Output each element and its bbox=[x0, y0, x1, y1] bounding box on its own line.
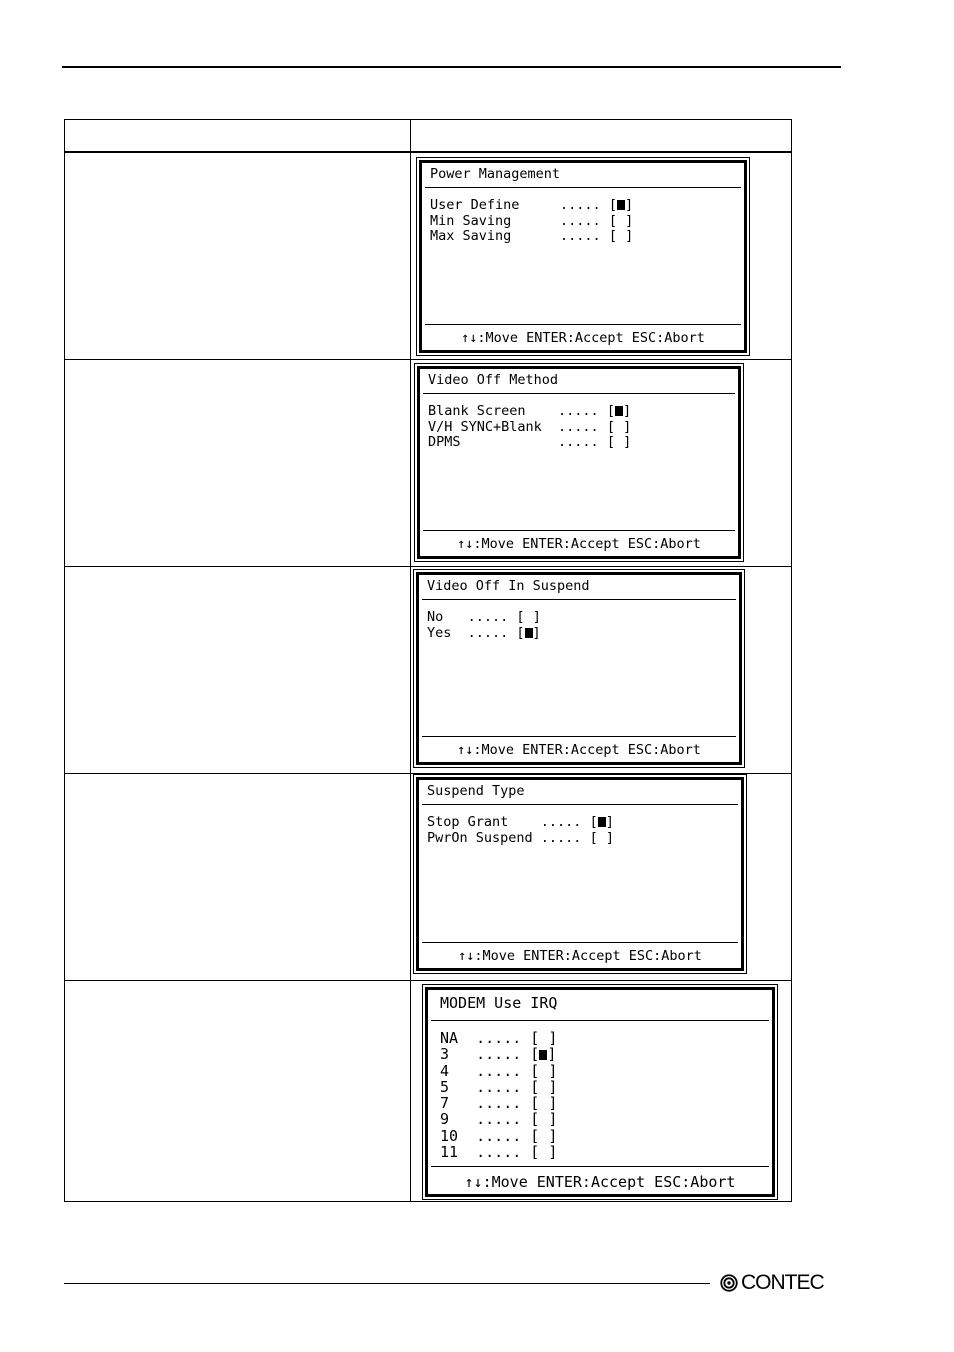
option-item[interactable] bbox=[440, 1128, 557, 1144]
leader-dots: ..... bbox=[476, 1143, 531, 1162]
checkbox-unchecked[interactable]: [ ] bbox=[530, 1029, 558, 1047]
option-list bbox=[430, 198, 633, 245]
option-label: PwrOn Suspend bbox=[427, 829, 533, 846]
checkbox-checked[interactable]: [ ] bbox=[608, 197, 634, 213]
option-label: 5 bbox=[440, 1077, 450, 1096]
option-label: NA bbox=[440, 1029, 459, 1047]
option-list bbox=[427, 610, 541, 641]
checkbox-unchecked[interactable]: [ ] bbox=[530, 1094, 558, 1113]
option-item[interactable] bbox=[440, 1144, 557, 1160]
checkbox-checked[interactable]: [ ] bbox=[606, 403, 632, 419]
option-item[interactable] bbox=[428, 435, 631, 451]
option-label: V/H SYNC+Blank bbox=[428, 418, 542, 435]
settings-table bbox=[64, 119, 792, 1202]
selected-mark-icon bbox=[598, 817, 606, 827]
title-divider bbox=[423, 393, 735, 394]
option-list bbox=[440, 1030, 557, 1160]
contec-mark-icon bbox=[720, 1274, 738, 1292]
option-label: 7 bbox=[440, 1094, 450, 1113]
option-item[interactable] bbox=[427, 610, 541, 626]
title-divider bbox=[431, 1020, 769, 1021]
title-divider bbox=[422, 599, 736, 600]
option-label: DPMS bbox=[428, 434, 461, 450]
leader-dots: ..... bbox=[476, 1077, 531, 1096]
checkbox-unchecked[interactable]: [ ] bbox=[589, 829, 614, 846]
option-label: User Define bbox=[430, 197, 520, 213]
screen-cell bbox=[411, 567, 792, 774]
option-item[interactable] bbox=[427, 626, 541, 642]
table-row bbox=[65, 774, 792, 981]
leader-dots: ..... bbox=[467, 624, 517, 641]
option-label: Yes bbox=[427, 624, 452, 641]
panel-title: Power Management bbox=[430, 166, 561, 182]
checkbox-checked[interactable]: [ ] bbox=[516, 624, 541, 641]
option-item[interactable] bbox=[430, 214, 633, 230]
option-item[interactable] bbox=[440, 1063, 557, 1079]
table-row bbox=[65, 981, 792, 1202]
footer-divider bbox=[423, 530, 735, 531]
option-label: No bbox=[427, 609, 444, 625]
leader-dots: ..... bbox=[560, 197, 609, 213]
selected-mark-icon bbox=[525, 628, 533, 638]
leader-dots: ..... bbox=[560, 228, 609, 244]
description-cell bbox=[65, 360, 411, 567]
option-item[interactable] bbox=[430, 198, 633, 214]
modem-use-irq-panel bbox=[425, 987, 775, 1197]
key-hint: ↑↓:Move ENTER:Accept ESC:Abort bbox=[457, 535, 701, 552]
screen-cell bbox=[411, 774, 792, 981]
option-label: 9 bbox=[440, 1110, 450, 1129]
table-row bbox=[65, 360, 792, 567]
footer-divider bbox=[422, 942, 738, 943]
checkbox-unchecked[interactable]: [ ] bbox=[530, 1061, 558, 1080]
footer-divider bbox=[425, 324, 741, 325]
table-row bbox=[65, 153, 792, 360]
panel-title: Video Off Method bbox=[428, 372, 559, 388]
option-item[interactable] bbox=[440, 1111, 557, 1127]
option-label: Max Saving bbox=[430, 228, 512, 244]
checkbox-unchecked[interactable]: [ ] bbox=[606, 418, 632, 435]
description-cell bbox=[65, 981, 411, 1202]
option-item[interactable] bbox=[427, 831, 614, 847]
screen-cell bbox=[411, 360, 792, 567]
title-divider bbox=[422, 804, 738, 805]
option-label: Stop Grant bbox=[427, 814, 509, 830]
leader-dots: ..... bbox=[540, 814, 590, 830]
header-cell-left bbox=[65, 120, 411, 152]
checkbox-unchecked[interactable]: [ ] bbox=[530, 1126, 558, 1145]
brand-name: CONTEC bbox=[741, 1271, 824, 1294]
selected-mark-icon bbox=[615, 406, 623, 416]
option-item[interactable] bbox=[440, 1095, 557, 1111]
option-label: 10 bbox=[440, 1126, 459, 1145]
key-hint: ↑↓:Move ENTER:Accept ESC:Abort bbox=[464, 1172, 736, 1191]
title-divider bbox=[425, 187, 741, 188]
leader-dots: ..... bbox=[558, 434, 607, 450]
description-cell bbox=[65, 153, 411, 360]
leader-dots: ..... bbox=[476, 1126, 531, 1145]
bottom-rule bbox=[64, 1283, 710, 1284]
screen-cell bbox=[411, 981, 792, 1202]
footer-divider bbox=[422, 736, 736, 737]
panel-title: Video Off In Suspend bbox=[427, 578, 590, 594]
leader-dots: ..... bbox=[476, 1045, 531, 1064]
leader-dots: ..... bbox=[540, 829, 590, 846]
leader-dots: ..... bbox=[476, 1094, 531, 1113]
option-item[interactable] bbox=[430, 229, 633, 245]
checkbox-unchecked[interactable]: [ ] bbox=[608, 228, 634, 244]
option-label: 11 bbox=[440, 1143, 459, 1162]
option-item[interactable] bbox=[428, 420, 631, 436]
suspend-type-panel bbox=[416, 777, 744, 971]
panel-title: MODEM Use IRQ bbox=[440, 994, 558, 1012]
footer-divider bbox=[431, 1166, 769, 1167]
description-cell bbox=[65, 567, 411, 774]
leader-dots: ..... bbox=[476, 1061, 531, 1080]
selected-mark-icon bbox=[617, 200, 625, 210]
option-item[interactable] bbox=[440, 1046, 557, 1062]
checkbox-unchecked[interactable]: [ ] bbox=[606, 434, 632, 450]
option-list bbox=[427, 815, 614, 846]
option-label: 4 bbox=[440, 1061, 450, 1080]
header-cell-right bbox=[411, 120, 792, 152]
description-cell bbox=[65, 774, 411, 981]
key-hint: ↑↓:Move ENTER:Accept ESC:Abort bbox=[457, 741, 701, 758]
option-label: Blank Screen bbox=[428, 403, 526, 419]
panel-title: Suspend Type bbox=[427, 783, 525, 799]
contec-logo bbox=[720, 1270, 824, 1296]
option-label: 3 bbox=[440, 1045, 450, 1064]
option-list bbox=[428, 404, 631, 451]
option-item[interactable] bbox=[427, 815, 614, 831]
leader-dots: ..... bbox=[467, 609, 517, 625]
checkbox-unchecked[interactable]: [ ] bbox=[530, 1143, 558, 1162]
leader-dots: ..... bbox=[558, 418, 607, 435]
option-item[interactable] bbox=[428, 404, 631, 420]
leader-dots: ..... bbox=[560, 212, 609, 229]
key-hint: ↑↓:Move ENTER:Accept ESC:Abort bbox=[458, 947, 702, 964]
checkbox-unchecked[interactable]: [ ] bbox=[608, 212, 634, 229]
table-header-row bbox=[65, 120, 792, 152]
option-item[interactable] bbox=[440, 1030, 557, 1046]
checkbox-checked[interactable]: [ ] bbox=[589, 814, 614, 830]
checkbox-unchecked[interactable]: [ ] bbox=[530, 1077, 558, 1096]
top-rule bbox=[62, 66, 841, 68]
checkbox-checked[interactable]: [ ] bbox=[530, 1045, 557, 1064]
leader-dots: ..... bbox=[476, 1029, 531, 1047]
video-off-method-panel bbox=[417, 366, 741, 559]
checkbox-unchecked[interactable]: [ ] bbox=[516, 609, 541, 625]
table-row bbox=[65, 567, 792, 774]
leader-dots: ..... bbox=[558, 403, 607, 419]
key-hint: ↑↓:Move ENTER:Accept ESC:Abort bbox=[461, 329, 705, 346]
video-off-in-suspend-panel bbox=[416, 572, 742, 765]
power-management-panel bbox=[419, 160, 747, 353]
leader-dots: ..... bbox=[476, 1110, 531, 1129]
option-label: Min Saving bbox=[430, 212, 512, 229]
option-item[interactable] bbox=[440, 1079, 557, 1095]
selected-mark-icon bbox=[539, 1050, 547, 1060]
screen-cell bbox=[411, 153, 792, 360]
checkbox-unchecked[interactable]: [ ] bbox=[530, 1110, 558, 1129]
